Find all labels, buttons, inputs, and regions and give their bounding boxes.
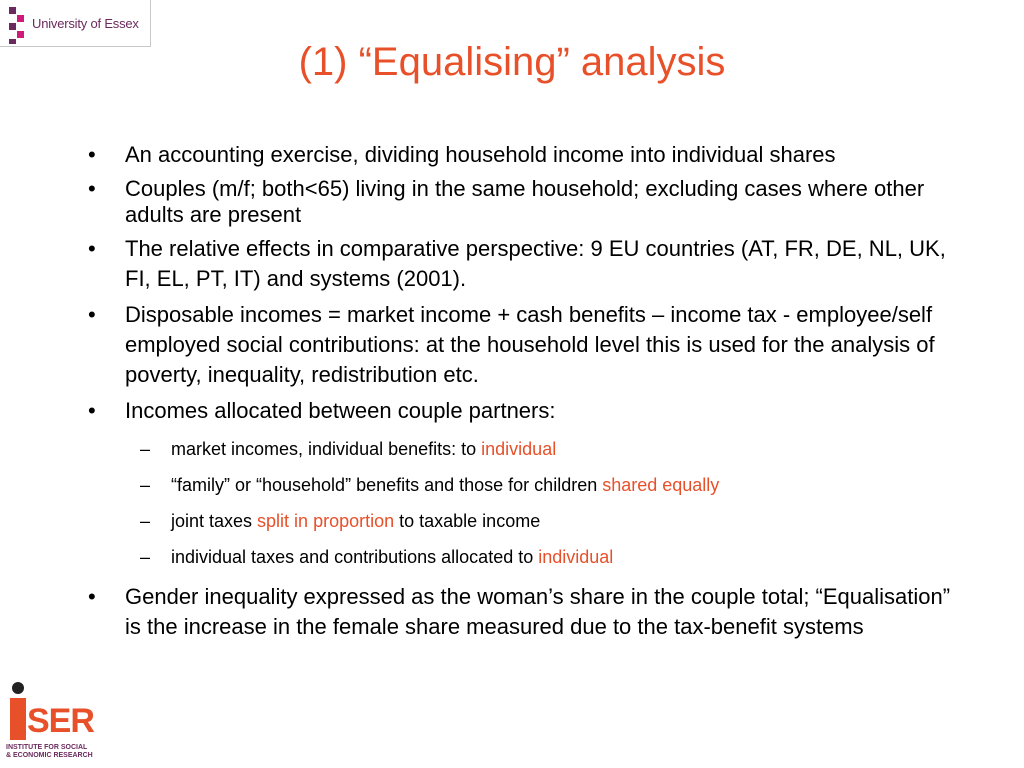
bullet-item	[88, 140, 958, 170]
bullet-item	[88, 396, 958, 426]
iser-mark: SER	[27, 702, 94, 740]
bullet-text: An accounting exercise, dividing household income into individual shares	[125, 142, 836, 167]
bullet-icon: •	[88, 176, 96, 201]
slide-title: (1) “Equalising” analysis	[298, 40, 726, 84]
dash-icon: –	[140, 475, 151, 495]
iser-logo	[2, 678, 97, 768]
bullet-text: The relative effects in comparative perspective: 9 EU countries (AT, FR, DE, NL, UK, FI, EL, PT, IT) and systems (2001).	[125, 236, 946, 291]
sub-highlight: individual	[538, 547, 614, 567]
bullet-text: Couples (m/f; both<65) living in the same household; excluding cases where other adults are present	[125, 176, 925, 227]
bullet-item	[88, 300, 958, 390]
sub-item	[88, 510, 958, 532]
dash-icon: –	[140, 511, 151, 531]
logo-square	[9, 7, 16, 14]
iser-subtitle-line: INSTITUTE FOR SOCIAL	[6, 744, 88, 751]
bullet-icon: •	[88, 142, 96, 167]
sub-highlight: split in proportion	[257, 511, 395, 531]
sub-text: to taxable income	[394, 511, 541, 531]
university-name: University of Essex	[32, 16, 139, 31]
sub-text: market incomes, individual benefits: to	[171, 439, 482, 459]
bullet-item	[88, 582, 958, 642]
logo-square	[17, 31, 24, 38]
sub-text: individual taxes and contributions allocated to	[171, 547, 539, 567]
dash-icon: –	[140, 439, 151, 459]
logo-square	[9, 23, 16, 30]
sub-item	[88, 438, 958, 460]
dash-icon: –	[140, 547, 151, 567]
sub-item	[88, 474, 958, 496]
bullet-icon: •	[88, 584, 96, 609]
bullet-text: Incomes allocated between couple partners:	[125, 398, 556, 423]
sub-highlight: shared equally	[602, 475, 720, 495]
sub-text: joint taxes	[171, 511, 258, 531]
bullet-icon: •	[88, 236, 96, 261]
bullet-icon: •	[88, 302, 96, 327]
slide-content	[88, 140, 958, 648]
bullet-icon: •	[88, 398, 96, 423]
sub-item	[88, 546, 958, 568]
bullet-text: Disposable incomes = market income + cash benefits – income tax - employee/self employed social contributions: at the household level this is used for the analysis of poverty, inequality, redistribution etc.	[125, 302, 935, 387]
iser-subtitle	[6, 744, 93, 760]
sub-highlight: individual	[481, 439, 557, 459]
bullet-item	[88, 234, 958, 294]
bullet-text: Gender inequality expressed as the woman’s share in the couple total; “Equalisation” is the increase in the female share measured due to the tax-benefit systems	[125, 584, 951, 639]
bullet-item	[88, 176, 958, 228]
iser-person-head-icon	[12, 682, 24, 694]
sub-text: “family” or “household” benefits and those for children	[171, 475, 603, 495]
iser-subtitle-line: & ECONOMIC RESEARCH	[6, 752, 93, 759]
logo-square	[17, 15, 24, 22]
iser-i-mark-icon	[10, 698, 26, 740]
